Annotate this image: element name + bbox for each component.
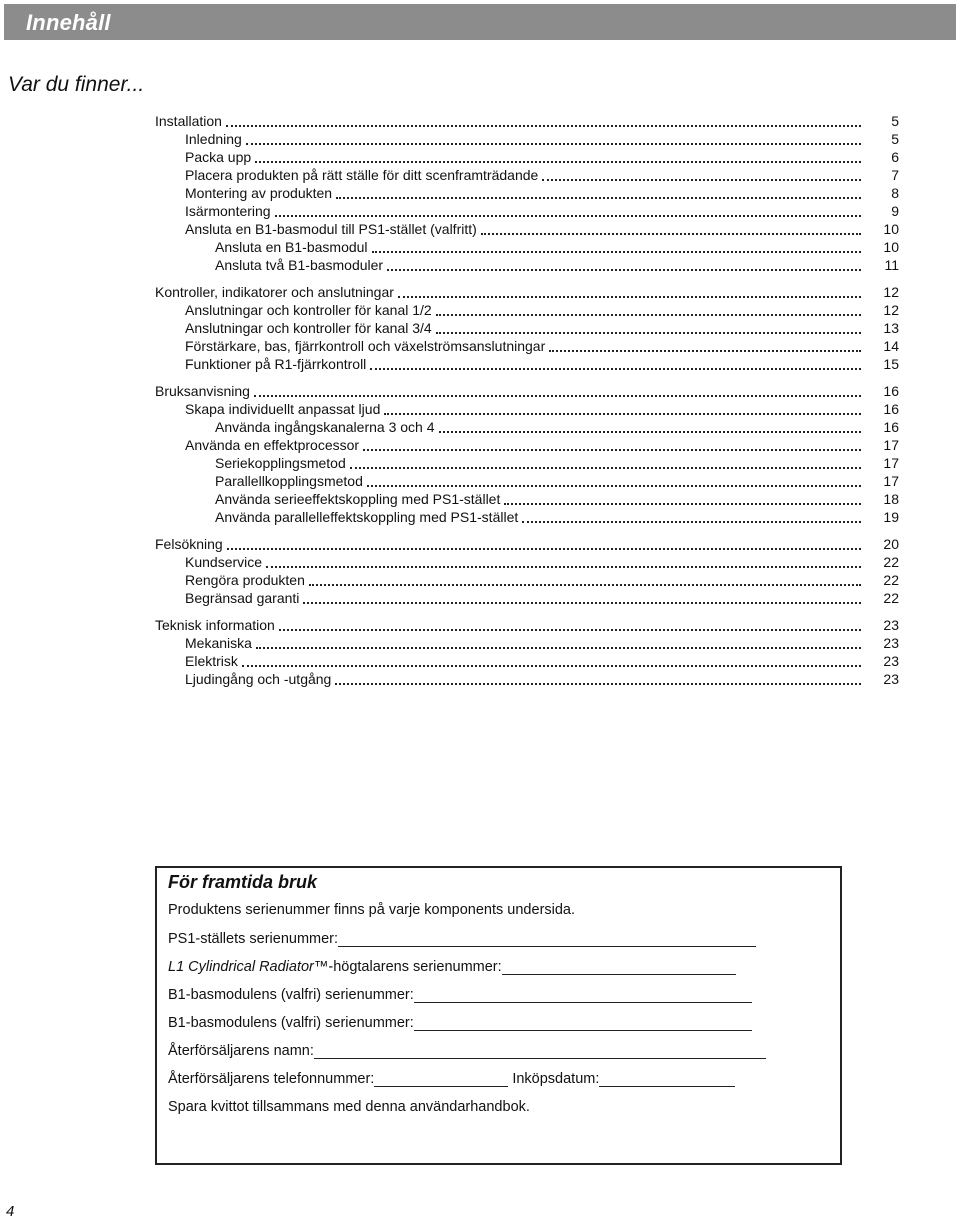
toc-entry-page: 20 bbox=[883, 536, 899, 552]
toc-entry-label: Anslutningar och kontroller för kanal 1/2 bbox=[185, 302, 432, 318]
toc-entry-label: Förstärkare, bas, fjärrkontroll och växelströmsanslutningar bbox=[185, 338, 546, 354]
toc-dot-leader bbox=[303, 584, 861, 604]
toc-entry-page: 18 bbox=[883, 491, 899, 507]
dealer-name-field[interactable] bbox=[314, 1044, 766, 1059]
speaker-serial-line bbox=[168, 959, 736, 975]
toc-entry-label: Parallellkopplingsmetod bbox=[215, 473, 363, 489]
toc-entry-page: 16 bbox=[883, 419, 899, 435]
toc-entry-label: Felsökning bbox=[155, 536, 223, 552]
dealer-phone-label: Återförsäljarens telefonnummer: bbox=[168, 1071, 375, 1087]
toc-dot-leader bbox=[549, 332, 861, 352]
toc-dot-leader bbox=[335, 665, 861, 685]
speaker-name: L1 Cylindrical Radiator™ bbox=[168, 959, 329, 975]
toc-entry-label: Installation bbox=[155, 113, 222, 129]
toc-entry-label: Använda ingångskanalerna 3 och 4 bbox=[215, 419, 435, 435]
toc-entry-page: 8 bbox=[891, 185, 899, 201]
toc-entry-label: Begränsad garanti bbox=[185, 590, 300, 606]
toc-dot-leader bbox=[384, 395, 861, 415]
toc-entry-page: 17 bbox=[883, 473, 899, 489]
dealer-phone-line bbox=[168, 1071, 735, 1087]
speaker-serial-field[interactable] bbox=[502, 960, 736, 975]
toc-entry-page: 16 bbox=[883, 401, 899, 417]
toc-entry-page: 5 bbox=[891, 131, 899, 147]
toc-entry-page: 6 bbox=[891, 149, 899, 165]
toc-dot-leader bbox=[246, 125, 861, 145]
toc-entry-page: 11 bbox=[884, 257, 899, 273]
toc-entry-label: Bruksanvisning bbox=[155, 383, 250, 399]
keep-receipt-note bbox=[168, 1099, 530, 1115]
toc-entry-page: 23 bbox=[883, 635, 899, 651]
toc-dot-leader bbox=[309, 566, 861, 586]
toc-entry-page: 10 bbox=[883, 239, 899, 255]
toc-dot-leader bbox=[398, 278, 861, 298]
toc-entry-page: 15 bbox=[883, 356, 899, 372]
serial-location-text: Produktens serienummer finns på varje komponents undersida. bbox=[168, 902, 576, 918]
ps1-serial-line bbox=[168, 931, 756, 947]
toc-entry-page: 22 bbox=[883, 590, 899, 606]
toc-entry-label: Skapa individuellt anpassat ljud bbox=[185, 401, 381, 417]
toc-dot-leader bbox=[363, 431, 861, 451]
toc-entry-label: Mekaniska bbox=[185, 635, 252, 651]
toc-dot-leader bbox=[350, 449, 861, 469]
toc-entry-label: Montering av produkten bbox=[185, 185, 333, 201]
toc-entry[interactable] bbox=[155, 670, 899, 688]
toc-entry-label: Rengöra produkten bbox=[185, 572, 305, 588]
toc-entry-page: 22 bbox=[883, 554, 899, 570]
toc-entry-page: 7 bbox=[891, 167, 899, 183]
toc-dot-leader bbox=[522, 503, 861, 523]
toc-dot-leader bbox=[504, 485, 861, 505]
toc-entry-label: Ansluta två B1-basmoduler bbox=[215, 257, 384, 273]
toc-dot-leader bbox=[279, 611, 861, 631]
toc-entry-label: Använda serieeffektskoppling med PS1-stället bbox=[215, 491, 501, 507]
toc-entry-page: 22 bbox=[883, 572, 899, 588]
toc-dot-leader bbox=[436, 296, 861, 316]
future-use-title: För framtida bruk bbox=[168, 872, 318, 892]
b1-serial-label-1: B1-basmodulens (valfri) serienummer: bbox=[168, 987, 414, 1003]
toc-entry-page: 12 bbox=[883, 302, 899, 318]
toc-entry-label: Använda en effektprocessor bbox=[185, 437, 360, 453]
serial-location-note bbox=[168, 902, 575, 918]
toc-dot-leader bbox=[254, 377, 861, 397]
toc-entry-label: Isärmontering bbox=[185, 203, 271, 219]
toc-entry-label: Teknisk information bbox=[155, 617, 275, 633]
toc-dot-leader bbox=[336, 179, 861, 199]
toc-entry-page: 9 bbox=[891, 203, 899, 219]
table-of-contents bbox=[155, 112, 899, 688]
toc-entry-label: Ansluta en B1-basmodul bbox=[215, 239, 368, 255]
toc-entry-page: 12 bbox=[883, 284, 899, 300]
toc-entry-label: Använda parallelleffektskoppling med PS1-stället bbox=[215, 509, 519, 525]
toc-dot-leader bbox=[481, 215, 861, 235]
toc-entry[interactable] bbox=[155, 355, 899, 373]
b1-serial-line-2 bbox=[168, 1015, 752, 1031]
toc-dot-leader bbox=[226, 107, 861, 127]
keep-receipt-text: Spara kvittot tillsammans med denna användarhandbok. bbox=[168, 1099, 530, 1115]
toc-entry-label: Inledning bbox=[185, 131, 242, 147]
toc-dot-leader bbox=[387, 251, 861, 271]
toc-dot-leader bbox=[256, 629, 861, 649]
ps1-serial-field[interactable] bbox=[338, 932, 756, 947]
dealer-name-line bbox=[168, 1043, 766, 1059]
toc-entry-label: Ansluta en B1-basmodul till PS1-stället (valfritt) bbox=[185, 221, 477, 237]
future-use-box bbox=[155, 866, 842, 1165]
toc-dot-leader bbox=[255, 143, 861, 163]
toc-entry-page: 23 bbox=[883, 671, 899, 687]
page-number: 4 bbox=[6, 1203, 15, 1220]
toc-entry-label: Funktioner på R1-fjärrkontroll bbox=[185, 356, 367, 372]
toc-entry-page: 17 bbox=[883, 455, 899, 471]
toc-dot-leader bbox=[367, 467, 861, 487]
toc-entry-label: Kundservice bbox=[185, 554, 263, 570]
purchase-date-field[interactable] bbox=[599, 1072, 735, 1087]
toc-entry-page: 23 bbox=[883, 617, 899, 633]
toc-entry[interactable] bbox=[155, 589, 899, 607]
toc-dot-leader bbox=[227, 530, 861, 550]
toc-dot-leader bbox=[370, 350, 861, 370]
toc-entry-page: 13 bbox=[883, 320, 899, 336]
toc-entry-page: 23 bbox=[883, 653, 899, 669]
toc-entry-page: 10 bbox=[883, 221, 899, 237]
toc-entry-label: Seriekopplingsmetod bbox=[215, 455, 346, 471]
b1-serial-line-1 bbox=[168, 987, 752, 1003]
toc-entry-page: 19 bbox=[883, 509, 899, 525]
dealer-name-label: Återförsäljarens namn: bbox=[168, 1043, 314, 1059]
toc-entry[interactable] bbox=[155, 508, 899, 526]
header-title: Innehåll bbox=[26, 10, 111, 35]
b1-serial-field-1[interactable] bbox=[414, 988, 752, 1003]
toc-entry-page: 17 bbox=[883, 437, 899, 453]
toc-entry-page: 16 bbox=[883, 383, 899, 399]
b1-serial-label-2: B1-basmodulens (valfri) serienummer: bbox=[168, 1015, 414, 1031]
b1-serial-field-2[interactable] bbox=[414, 1016, 752, 1031]
toc-entry-label: Elektrisk bbox=[185, 653, 238, 669]
toc-dot-leader bbox=[436, 314, 861, 334]
toc-entry-page: 5 bbox=[891, 113, 899, 129]
purchase-date-label: Inköpsdatum: bbox=[512, 1071, 600, 1087]
toc-entry-label: Anslutningar och kontroller för kanal 3/4 bbox=[185, 320, 432, 336]
dealer-phone-field[interactable] bbox=[374, 1072, 508, 1087]
toc-entry-label: Ljudingång och -utgång bbox=[185, 671, 332, 687]
toc-entry-label: Packa upp bbox=[185, 149, 252, 165]
toc-dot-leader bbox=[372, 233, 861, 253]
toc-dot-leader bbox=[266, 548, 861, 568]
toc-entry-label: Kontroller, indikatorer och anslutningar bbox=[155, 284, 394, 300]
ps1-serial-label: PS1-ställets serienummer: bbox=[168, 931, 339, 947]
toc-dot-leader bbox=[439, 413, 861, 433]
header-bar bbox=[4, 4, 956, 40]
speaker-serial-label: -högtalarens serienummer: bbox=[328, 959, 502, 975]
toc-dot-leader bbox=[542, 161, 861, 181]
toc-entry[interactable] bbox=[155, 256, 899, 274]
toc-entry-page: 14 bbox=[883, 338, 899, 354]
section-heading: Var du finner... bbox=[8, 73, 145, 96]
toc-entry-label: Placera produkten på rätt ställe för ditt scenframträdande bbox=[185, 167, 539, 183]
toc-dot-leader bbox=[242, 647, 861, 667]
toc-dot-leader bbox=[275, 197, 861, 217]
